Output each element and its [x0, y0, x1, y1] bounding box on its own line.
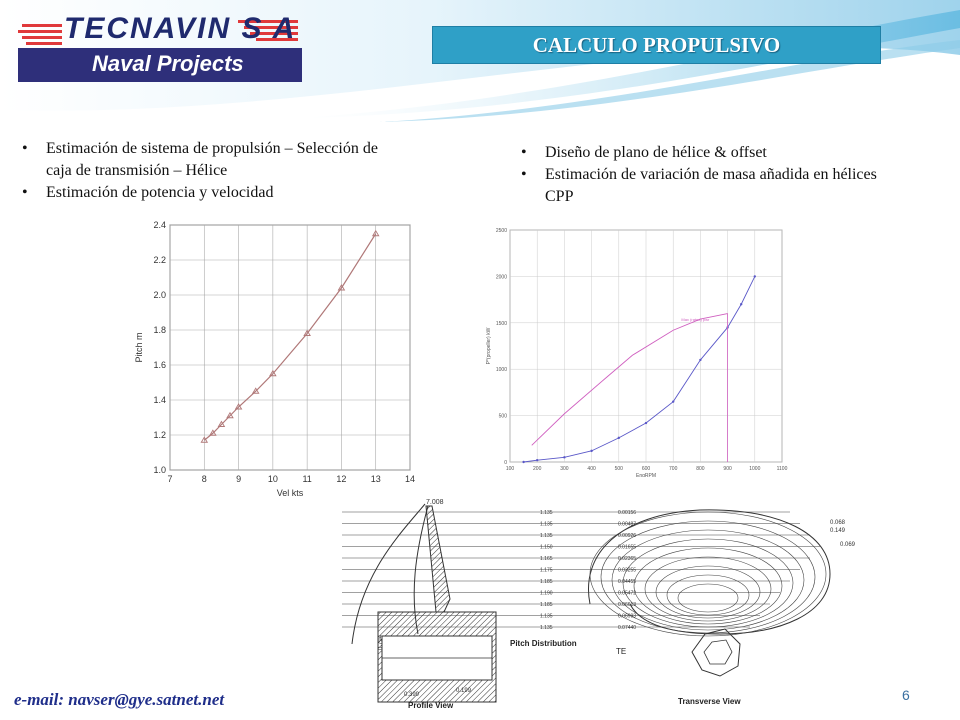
data-point — [618, 437, 620, 439]
x-tick-label: 500 — [614, 466, 623, 472]
note-2: 0.069 — [840, 542, 856, 548]
pitch-value: 1.135 — [540, 521, 553, 528]
pitch-value: 1.135 — [540, 625, 553, 631]
x-tick-label: 300 — [560, 466, 569, 472]
x-tick-label: 100 — [505, 466, 515, 472]
contact-email: e-mail: navser@gye.satnet.net — [14, 690, 225, 709]
bullet-item: • Estimación de variación de masa añadida en hélices CPP — [517, 164, 897, 208]
y-tick-label: 1.0 — [153, 465, 166, 475]
y-tick-label: 1.6 — [153, 360, 166, 370]
x-tick-label: 200 — [533, 466, 542, 472]
pitch-value: 1.150 — [540, 544, 553, 551]
bullet-item: • Estimación de sistema de propulsión – Selección de caja de transmisión – Hélice — [18, 138, 398, 182]
offset-value: 0.01655 — [618, 544, 637, 551]
top-value: 7.008 — [426, 499, 444, 506]
pitch-value: 1.185 — [540, 579, 553, 585]
slide-title: CALCULO PROPULSIVO — [532, 32, 781, 57]
y-tick-label: 2.2 — [153, 255, 166, 265]
note-0: 0.068 — [830, 520, 846, 526]
y-tick-label: 500 — [498, 413, 507, 420]
y-tick-label: 2500 — [495, 228, 507, 234]
x-tick-label: 800 — [696, 466, 705, 472]
dim-2: 0.199 — [456, 688, 472, 694]
x-tick-label: 900 — [723, 466, 732, 472]
y-tick-label: 1500 — [495, 320, 507, 327]
x-tick-label: 12 — [336, 474, 347, 484]
x-tick-label: 1000 — [749, 466, 761, 472]
pitch-value: 1.165 — [540, 556, 553, 562]
y-tick-label: 0 — [504, 460, 507, 466]
logo-top-band — [18, 14, 304, 48]
company-logo — [18, 14, 304, 82]
data-point — [672, 400, 674, 402]
profile-view-label: Profile View — [408, 701, 454, 710]
pitch-value: 1.190 — [540, 590, 553, 597]
bullets-right — [517, 142, 897, 208]
plot-area — [170, 225, 410, 470]
y-tick-label: 2.0 — [153, 290, 166, 300]
y-tick-label: 2000 — [495, 274, 507, 281]
y-tick-label: 1.8 — [153, 325, 166, 335]
x-tick-label: 13 — [370, 474, 381, 484]
x-tick-label: 10 — [267, 474, 278, 484]
propeller-drawing — [340, 494, 880, 716]
offset-value: 0.00926 — [618, 533, 637, 539]
x-tick-label: 8 — [201, 474, 207, 484]
dim-1: 0.399 — [404, 692, 420, 698]
x-tick-label: 600 — [641, 466, 651, 472]
te-label: TE — [616, 647, 627, 656]
offset-value: 0.06613 — [618, 602, 637, 608]
logo-bottom-band — [18, 48, 302, 82]
data-point — [522, 461, 524, 463]
offset-value: 0.02365 — [618, 556, 637, 562]
page-number: 6 — [902, 687, 910, 703]
bullet-item: • Estimación de potencia y velocidad — [18, 182, 398, 204]
x-tick-label: 400 — [587, 466, 596, 472]
pitch-value: 1.185 — [540, 602, 553, 608]
x-axis-label: Vel kts — [276, 488, 304, 498]
pitch-distribution-label: Pitch Distribution — [510, 639, 577, 648]
offset-value: 0.00487 — [618, 521, 637, 528]
pitch-value: 1.135 — [540, 533, 553, 539]
y-tick-label: 1.2 — [153, 430, 166, 440]
y-axis-label: Pitch m — [134, 332, 144, 363]
transverse-view-label: Transverse View — [678, 697, 741, 706]
y-tick-label: 1.4 — [153, 395, 166, 405]
x-tick-label: 1100 — [776, 466, 788, 472]
data-point — [699, 359, 701, 361]
x-tick-label: 11 — [302, 474, 312, 484]
pitch-value: 1.175 — [540, 567, 553, 574]
x-tick-label: 7 — [167, 474, 173, 484]
slide-title-bar — [432, 26, 881, 64]
data-point — [740, 303, 742, 305]
data-point — [645, 422, 647, 424]
logo-name: TECNAVIN S A — [64, 12, 297, 45]
annotation-label: Max (rated) pwr — [681, 316, 710, 322]
y-tick-label: 1000 — [495, 367, 507, 374]
x-tick-label: 9 — [236, 474, 242, 484]
offset-value: 0.05472 — [618, 590, 637, 597]
dim-0: 0.794 — [378, 634, 384, 650]
x-axis-label: EngRPM — [635, 473, 657, 477]
pitch-value: 1.135 — [540, 510, 553, 516]
x-tick-label: 700 — [669, 466, 678, 472]
offset-value: 0.06993 — [618, 613, 637, 620]
bullets-left — [18, 138, 398, 204]
data-point — [536, 459, 538, 461]
y-axis-label: P*(propeller) kW — [486, 327, 492, 365]
offset-value: 0.03255 — [618, 567, 637, 574]
logo-subtitle: Naval Projects — [92, 51, 244, 76]
power-vs-rpm-chart — [482, 222, 792, 477]
x-tick-label: 14 — [404, 474, 416, 484]
offset-value: 0.00156 — [618, 510, 637, 516]
data-point — [754, 275, 756, 277]
pitch-value: 1.135 — [540, 613, 553, 620]
y-tick-label: 2.4 — [153, 220, 166, 230]
pitch-vs-speed-chart — [132, 215, 422, 500]
note-1: 0.149 — [830, 528, 846, 534]
data-point — [563, 456, 565, 458]
data-point — [590, 450, 592, 452]
offset-value: 0.07440 — [618, 625, 637, 631]
offset-value: 0.04455 — [618, 579, 637, 585]
bullet-item: • Diseño de plano de hélice & offset — [517, 142, 897, 164]
